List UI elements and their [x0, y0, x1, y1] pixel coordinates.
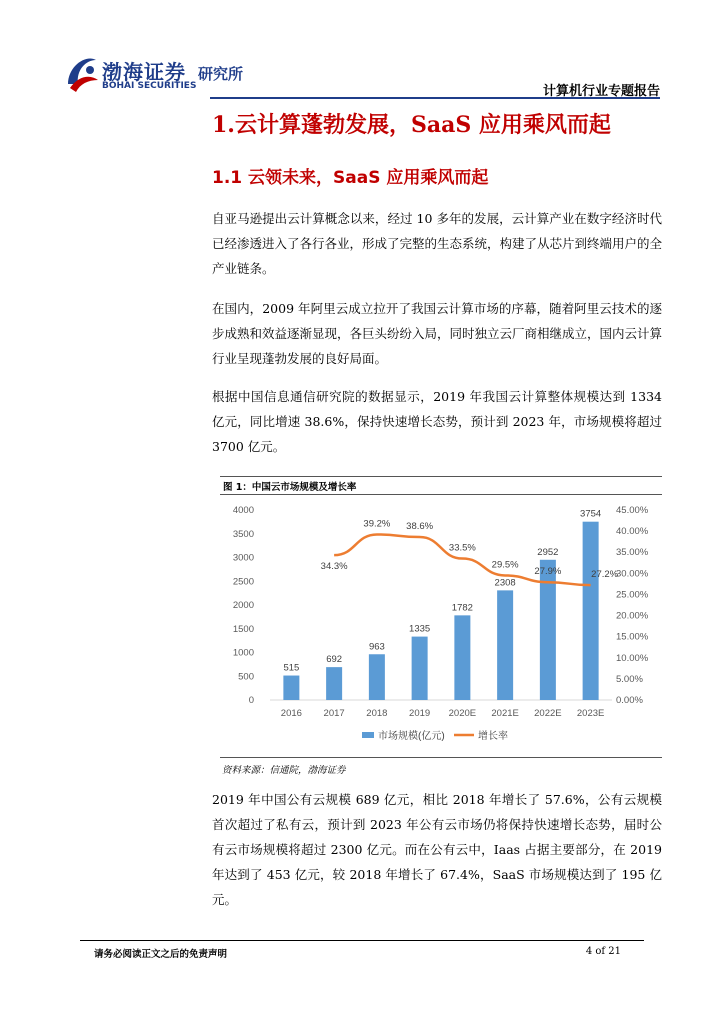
bar-data-label: 3754 — [580, 508, 602, 520]
y-left-tick-label: 2000 — [232, 600, 254, 611]
footer-disclaimer: 请务必阅读正文之后的免责声明 — [94, 949, 228, 960]
figure-title-rule — [220, 494, 662, 495]
bar-data-label: 2308 — [494, 577, 516, 589]
y-left-tick-label: 0 — [248, 695, 254, 706]
bar — [326, 667, 342, 700]
page-header — [0, 0, 724, 110]
section-heading: 1.云计算蓬勃发展，SaaS 应用乘风而起 — [212, 112, 611, 138]
bar-data-label: 2952 — [537, 546, 559, 558]
x-tick-label: 2022E — [534, 708, 562, 719]
x-tick-label: 2017 — [323, 708, 345, 719]
bar-data-label: 692 — [326, 654, 343, 666]
logo-cn-text: 渤海证券 — [102, 60, 186, 84]
x-tick-label: 2018 — [366, 708, 388, 719]
bar — [497, 590, 513, 700]
x-tick-label: 2023E — [576, 708, 605, 719]
y-right-tick-label: 45.00% — [616, 505, 649, 516]
y-left-tick-label: 4000 — [232, 505, 254, 516]
x-tick-label: 2021E — [491, 708, 519, 719]
bar — [412, 637, 428, 700]
paragraph-1: 自亚马逊提出云计算概念以来，经过 10 多年的发展，云计算产业在数字经济时代已经渗透进入了各行各业，形成了完整的生态系统，构建了从芯片到终端用户的全产业链条。 — [212, 211, 663, 276]
y-right-tick-label: 15.00% — [616, 631, 649, 643]
y-left-tick-label: 2500 — [232, 576, 254, 588]
y-right-tick-label: 20.00% — [616, 610, 649, 622]
x-tick-label: 2019 — [409, 708, 431, 719]
bar — [583, 522, 599, 700]
bar — [369, 654, 385, 700]
y-left-tick-label: 3000 — [232, 552, 254, 564]
institute-label: 研究所 — [198, 65, 244, 83]
legend-label-bar: 市场规模(亿元) — [378, 731, 445, 742]
paragraph-2: 在国内，2009 年阿里云成立拉开了我国云计算市场的序幕，随着阿里云技术的逐步成熟和效益逐渐显现，各巨头纷纷入局，同时独立云厂商相继成立，国内云计算行业呈现蓬勃发展的良好局面。 — [212, 301, 663, 366]
line-data-label: 34.3% — [320, 561, 348, 573]
y-left-tick-label: 500 — [238, 671, 254, 683]
y-right-tick-label: 10.00% — [616, 652, 649, 664]
paragraph-4: 2019 年中国公有云规模 689 亿元，相比 2018 年增长了 57.6%，公有云规模首次超过了私有云，预计到 2023 年公有云市场仍将保持快速增长态势，届时公有云市场规模将超过 2300 亿元。而在公有云中，Iaas 占据主要部分，在 2019 年达到了 453 亿元，较 2018 年增长了 67.4%，SaaS 市场规模达到了 195 亿元。 — [212, 792, 662, 907]
line-data-label: 39.2% — [363, 518, 391, 530]
subsection-heading: 1.1 云领未来，SaaS 应用乘风而起 — [212, 168, 489, 188]
y-right-tick-label: 35.00% — [616, 547, 649, 559]
figure-top-rule — [220, 476, 662, 477]
footer-rule — [80, 940, 644, 941]
figure-bottom-rule — [220, 757, 662, 758]
y-right-tick-label: 25.00% — [616, 589, 649, 601]
bohai-logo-icon — [64, 50, 100, 94]
legend-swatch-bar — [362, 732, 374, 738]
logo-en-text: BOHAI SECURITIES — [102, 81, 197, 91]
bar — [283, 676, 299, 700]
figure-source: 资料来源：信通院，渤海证券 — [222, 765, 346, 776]
page-number: 4 of 21 — [585, 946, 621, 957]
bar — [454, 615, 470, 700]
y-right-tick-label: 5.00% — [616, 673, 643, 685]
report-type: 计算机行业专题报告 — [542, 84, 660, 99]
line-data-label: 27.2% — [591, 569, 619, 581]
figure-title: 图 1：中国云市场规模及增长率 — [223, 482, 357, 493]
y-left-tick-label: 1500 — [232, 623, 254, 635]
line-data-label: 33.5% — [448, 542, 476, 554]
y-left-tick-label: 1000 — [232, 647, 254, 659]
bar-data-label: 963 — [368, 641, 385, 653]
bar-data-label: 1335 — [409, 623, 431, 635]
header-rule — [210, 97, 660, 99]
paragraph-3: 根据中国信息通信研究院的数据显示，2019 年我国云计算整体规模达到 1334 亿元，同比增速 38.6%，保持快速增长态势，预计到 2023 年，市场规模将超过 3700 亿元。 — [212, 389, 662, 454]
y-left-tick-label: 3500 — [232, 528, 254, 540]
bohai-logo — [64, 50, 197, 96]
line-data-label: 27.9% — [534, 566, 562, 578]
x-tick-label: 2016 — [280, 708, 302, 719]
y-right-tick-label: 30.00% — [616, 568, 649, 580]
line-data-label: 38.6% — [406, 521, 434, 533]
y-right-tick-label: 0.00% — [616, 695, 643, 706]
bar-data-label: 1782 — [451, 602, 473, 614]
bar-data-label: 515 — [283, 662, 300, 674]
y-right-tick-label: 40.00% — [616, 526, 649, 538]
cloud-market-chart — [222, 496, 662, 758]
line-data-label: 29.5% — [491, 559, 519, 571]
legend-label-line: 增长率 — [478, 731, 508, 742]
x-tick-label: 2020E — [448, 708, 477, 719]
